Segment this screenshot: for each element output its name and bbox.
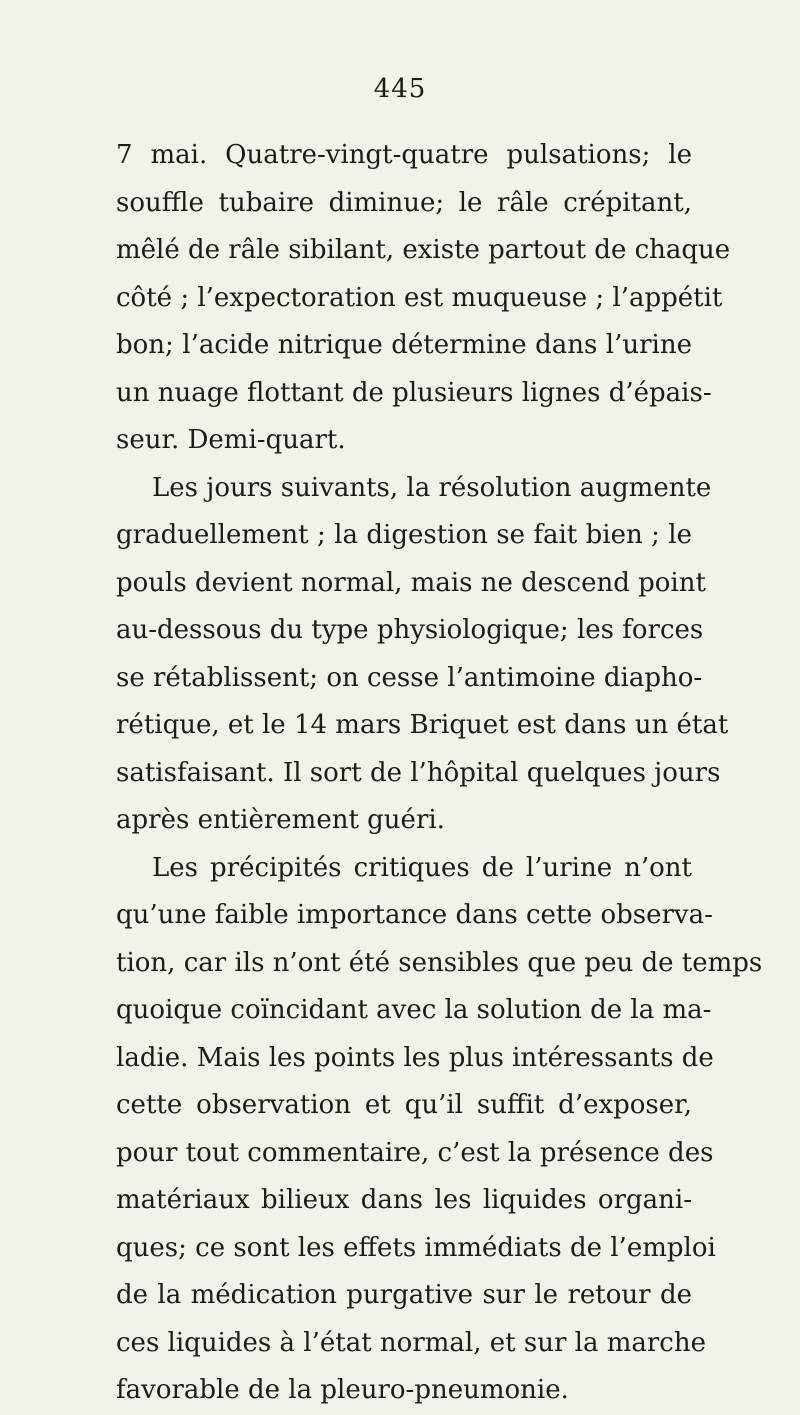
page-number: 445 — [373, 74, 427, 104]
text-line: mêlé de râle sibilant, existe partout de chaque — [116, 235, 731, 265]
text-line: Les précipités critiques de l’urine n’ont — [152, 852, 692, 883]
text-line: qu’une faible importance dans cette observa- — [116, 900, 713, 930]
text-line: pouls devient normal, mais ne descend point — [116, 567, 706, 598]
text-line: graduellement ; la digestion se fait bien ; le — [116, 520, 692, 550]
text-line: seur. Demi-quart. — [116, 425, 346, 455]
text-line: après entièrement guéri. — [116, 805, 445, 835]
text-line: bon; l’acide nitrique détermine dans l’urine — [116, 330, 692, 360]
body-text — [116, 132, 763, 1415]
text-line: ques; ce sont les effets immédiats de l’emploi — [116, 1232, 716, 1263]
text-line: quoique coïncidant avec la solution de la ma- — [116, 995, 712, 1025]
text-line: favorable de la pleuro-pneumonie. — [116, 1375, 569, 1405]
text-line: un nuage flottant de plusieurs lignes d’épais- — [116, 377, 712, 408]
text-line: ces liquides à l’état normal, et sur la marche — [116, 1327, 706, 1358]
text-line: 7 mai. Quatre-vingt-quatre pulsations; le — [116, 140, 692, 170]
text-line: au-dessous du type physiologique; les forces — [116, 615, 704, 645]
text-line: côté ; l’expectoration est muqueuse ; l’appétit — [116, 282, 723, 313]
text-line: souffle tubaire diminue; le râle crépitant, — [116, 187, 692, 218]
text-line: de la médication purgative sur le retour de — [116, 1280, 692, 1310]
text-line: satisfaisant. Il sort de l’hôpital quelques jours — [116, 757, 721, 788]
text-line: tion, car ils n’ont été sensibles que peu de temps — [116, 947, 763, 978]
text-line: Les jours suivants, la résolution augmente — [152, 472, 712, 503]
text-line: se rétablissent; on cesse l’antimoine diapho- — [116, 662, 703, 693]
text-line: matériaux bilieux dans les liquides organi- — [116, 1185, 692, 1215]
text-line: cette observation et qu’il suffit d’exposer, — [116, 1090, 692, 1120]
text-line: pour tout commentaire, c’est la présence des — [116, 1137, 714, 1168]
text-line: rétique, et le 14 mars Briquet est dans un état — [116, 710, 729, 740]
text-line: ladie. Mais les points les plus intéressants de — [116, 1042, 714, 1073]
